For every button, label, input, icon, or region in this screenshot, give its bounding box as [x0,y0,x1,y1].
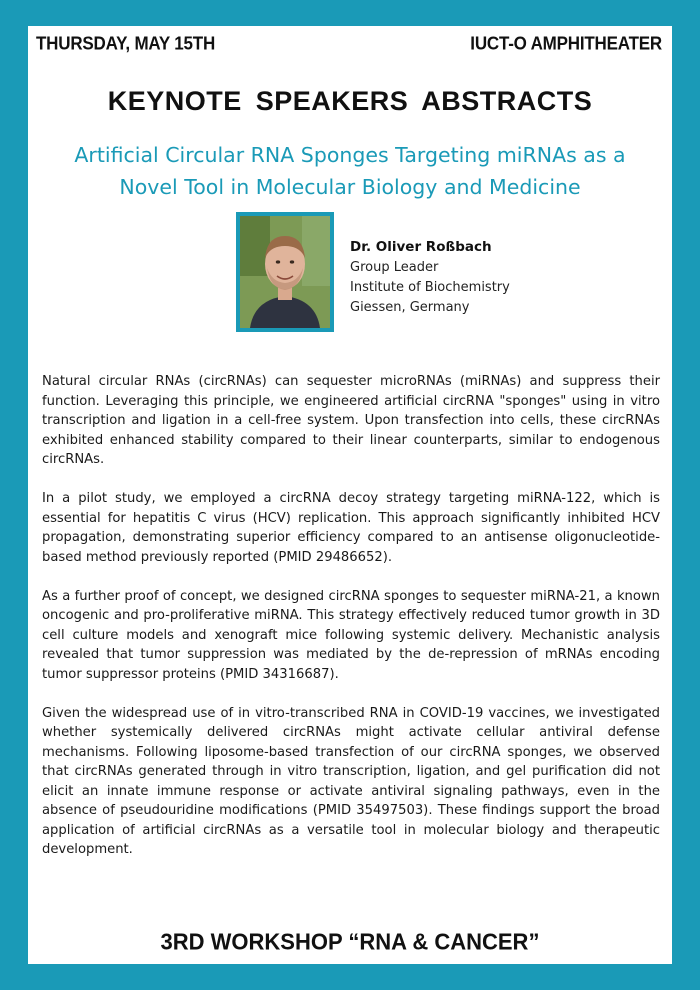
speaker-institute: Institute of Biochemistry [350,280,510,295]
talk-title-line: Novel Tool in Molecular Biology and Medicine [119,175,581,199]
abstract-paragraph: As a further proof of concept, we designed circRNA sponges to sequester miRNA-21, a known oncogenic and pro-proliferative miRNA. This strategy effectively reduced tumor growth in 3D cell culture models and xenograft mice following systemic delivery. Mechanistic analysis revealed that tumor suppression was mediated by the de-repression of mRNAs encoding tumor suppressor proteins (PMID 34316687). [42,588,660,682]
speaker-photo-image [240,216,330,328]
abstract-paragraph: Given the widespread use of in vitro-transcribed RNA in COVID-19 vaccines, we investigated whether systemically delivered circRNAs might activate cellular antiviral defense mechanisms. Following liposome-based transfection of our circRNA sponges, we observed that circRNAs generated through in vitro transcription, ligation, and gel purification did not elicit an innate immune response or activate antiviral signaling pathways, even in the absence of pseudouridine modifications (PMID 35497503). These findings support the broad application of artificial circRNAs as a versatile tool in molecular biology and therapeutic development. [42,705,660,857]
event-venue: IUCT-O AMPHITHEATER [470,33,662,54]
speaker-name: Dr. Oliver Roßbach [350,239,492,255]
talk-title-line: Artificial Circular RNA Sponges Targeting miRNAs as a [74,143,626,167]
abstract-paragraph: In a pilot study, we employed a circRNA decoy strategy targeting miRNA-122, which is essential for hepatitis C virus (HCV) replication. This approach significantly inhibited HCV propagation, demonstrating superior efficiency compared to an antisense oligonucleotide-based method previously reported (PMID 29486652). [42,491,660,565]
page [28,26,672,964]
workshop-footer: 3RD WORKSHOP “RNA & CANCER” [160,928,540,955]
speaker-role: Group Leader [350,260,439,275]
section-heading: KEYNOTE SPEAKERS ABSTRACTS [107,86,593,116]
event-date: THURSDAY, MAY 15TH [36,33,216,54]
speaker-photo [236,212,334,332]
top-bar [36,33,662,55]
speaker-location: Giessen, Germany [350,300,470,315]
speaker-info [350,237,510,318]
talk-title [28,139,672,203]
abstract-body [42,372,660,879]
abstract-paragraph: Natural circular RNAs (circRNAs) can sequester microRNAs (miRNAs) and suppress their function. Leveraging this principle, we engineered artificial circRNA "sponges" using in vitro transcription and ligation in a cell-free system. Upon transfection into cells, these circRNAs exhibited enhanced stability compared to their linear counterparts, similar to endogenous circRNAs. [42,374,660,467]
